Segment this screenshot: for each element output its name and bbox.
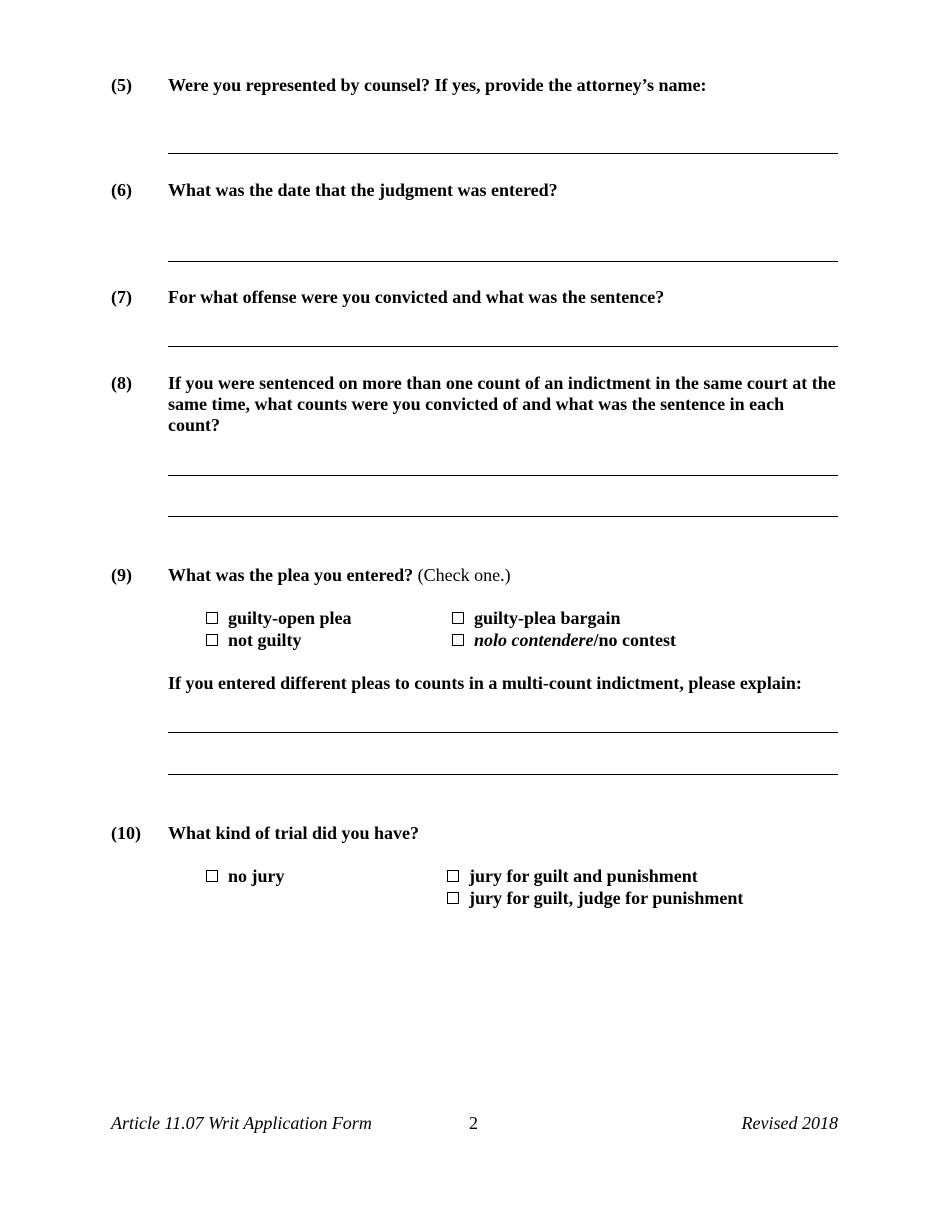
answer-line-q6[interactable] xyxy=(168,261,838,262)
option-guilty-open-plea[interactable] xyxy=(206,608,352,629)
question-9-note: (Check one.) xyxy=(417,565,511,585)
option-label: guilty-plea bargain xyxy=(474,608,621,628)
checkbox-icon[interactable] xyxy=(447,892,459,904)
option-not-guilty[interactable] xyxy=(206,630,302,651)
option-guilty-plea-bargain[interactable] xyxy=(452,608,621,629)
option-label: no jury xyxy=(228,866,285,886)
checkbox-icon[interactable] xyxy=(206,634,218,646)
answer-line-q8-1[interactable] xyxy=(168,475,838,476)
question-7-text: For what offense were you convicted and what was the sentence? xyxy=(168,287,665,307)
answer-line-q8-2[interactable] xyxy=(168,516,838,517)
answer-line-q9-1[interactable] xyxy=(168,732,838,733)
checkbox-icon[interactable] xyxy=(206,612,218,624)
question-6-number: (6) xyxy=(111,180,132,200)
question-10-number: (10) xyxy=(111,823,141,843)
checkbox-icon[interactable] xyxy=(452,634,464,646)
option-nolo-contendere[interactable] xyxy=(452,630,676,651)
question-6-text: What was the date that the judgment was entered? xyxy=(168,180,558,200)
question-8-text: If you were sentenced on more than one count of an indictment in the same court at the same time, what counts were you convicted of and what was the sentence in each count? xyxy=(168,373,836,435)
option-jury-guilt-judge-punishment[interactable] xyxy=(447,888,743,909)
option-label: jury for guilt and punishment xyxy=(469,866,698,886)
option-no-jury[interactable] xyxy=(206,866,285,887)
answer-line-q5[interactable] xyxy=(168,153,838,154)
checkbox-icon[interactable] xyxy=(452,612,464,624)
option-jury-guilt-and-punishment[interactable] xyxy=(447,866,698,887)
option-label-italic: nolo contendere xyxy=(474,630,594,650)
question-9-label: What was the plea you entered? xyxy=(168,565,414,585)
footer-page-number: 2 xyxy=(469,1113,478,1133)
question-9-followup: If you entered different pleas to counts in a multi-count indictment, please explain: xyxy=(168,673,802,693)
option-label: /no contest xyxy=(593,630,676,650)
question-7-number: (7) xyxy=(111,287,132,307)
question-9-text xyxy=(168,565,848,586)
footer-revision: Revised 2018 xyxy=(741,1113,838,1133)
question-5-number: (5) xyxy=(111,75,132,95)
question-5-text: Were you represented by counsel? If yes, provide the attorney’s name: xyxy=(168,75,707,95)
option-label: guilty-open plea xyxy=(228,608,352,628)
question-8-number: (8) xyxy=(111,373,132,393)
answer-line-q7[interactable] xyxy=(168,346,838,347)
question-10-text: What kind of trial did you have? xyxy=(168,823,420,843)
checkbox-icon[interactable] xyxy=(447,870,459,882)
question-9-number: (9) xyxy=(111,565,132,585)
footer-form-title: Article 11.07 Writ Application Form xyxy=(111,1113,372,1133)
checkbox-icon[interactable] xyxy=(206,870,218,882)
option-label: jury for guilt, judge for punishment xyxy=(469,888,744,908)
option-label: not guilty xyxy=(228,630,302,650)
answer-line-q9-2[interactable] xyxy=(168,774,838,775)
